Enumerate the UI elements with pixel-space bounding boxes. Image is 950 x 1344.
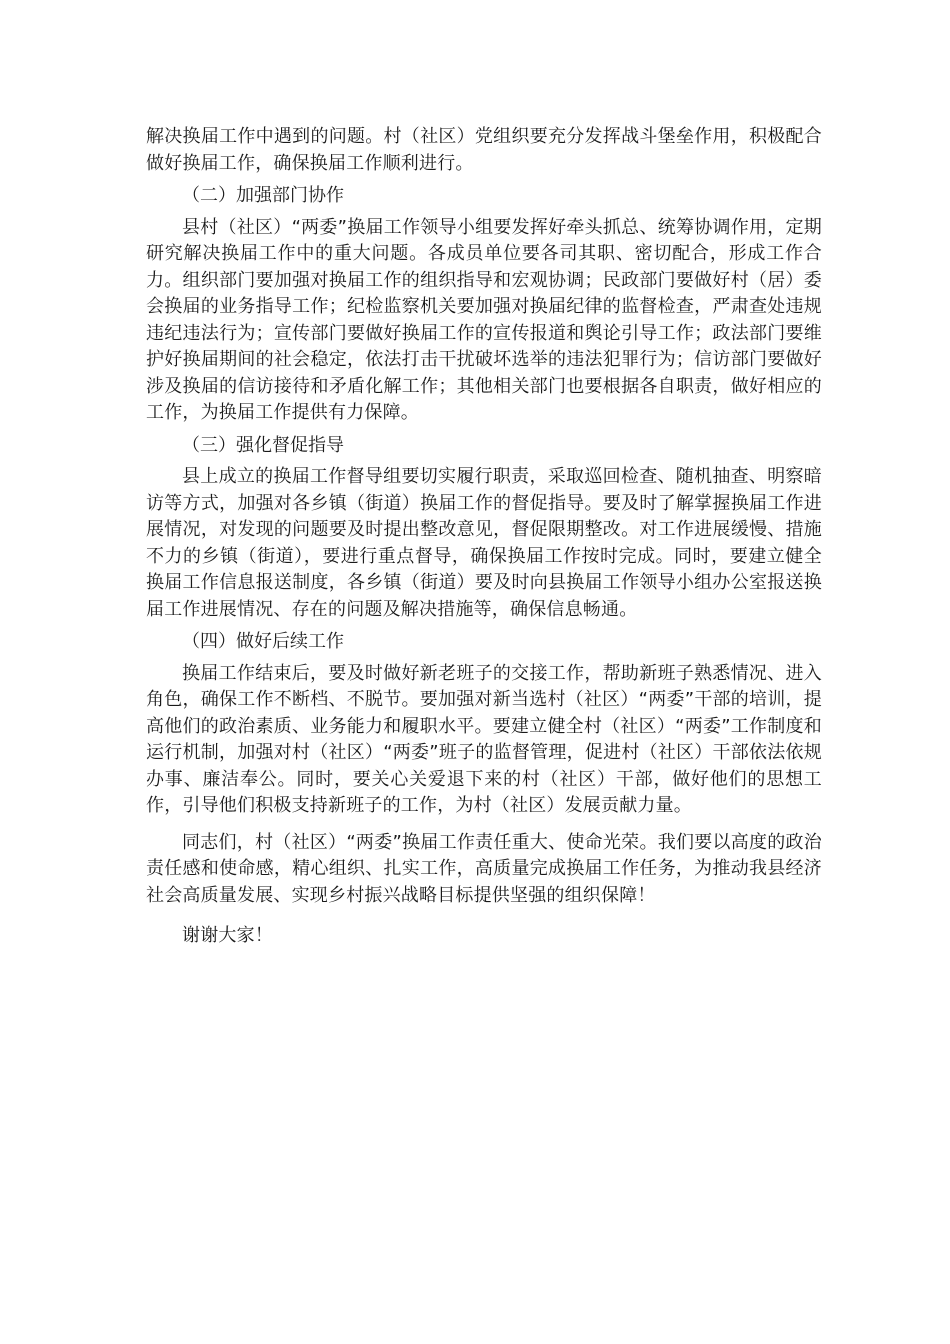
paragraph-thanks: 谢谢大家！ (182, 925, 273, 946)
paragraph-department-coordination: 县村（社区）“两委”换届工作领导小组要发挥好牵头抓总、统筹协调作用，定期研究解决换届工作中的重大问题。各成员单位要各司其职、密切配合，形成工作合力。组织部门要加强对换届工作的组织指导和宏观协调；民政部门要做好村（居）委会换届的业务指导工作；纪检监察机关要加强对换届纪律的监督检查，严肃查处违规违纪违法行为；宣传部门要做好换届工作的宣传报道和舆论引导工作；政法部门要维护好换届期间的社会稳定，依法打击干扰破坏选举的违法犯罪行为；信访部门要做好涉及换届的信访接待和矛盾化解工作；其他相关部门也要根据各自职责，做好相应的工作，为换届工作提供有力保障。 (146, 216, 822, 423)
paragraph-follow-up: 换届工作结束后，要及时做好新老班子的交接工作，帮助新班子熟悉情况、进入角色，确保工作不断档、不脱节。要加强对新当选村（社区）“两委”干部的培训，提高他们的政治素质、业务能力和履职水平。要建立健全村（社区）“两委”工作制度和运行机制，加强对村（社区）“两委”班子的监督管理，促进村（社区）干部依法依规办事、廉洁奉公。同时，要关心关爱退下来的村（社区）干部，做好他们的思想工作，引导他们积极支持新班子的工作，为村（社区）发展贡献力量。 (146, 662, 822, 816)
section-heading-3: （三）强化督促指导 (182, 434, 344, 456)
paragraph-closing: 同志们，村（社区）“两委”换届工作责任重大、使命光荣。我们要以高度的政治责任感和使命感，精心组织、扎实工作，高质量完成换届工作任务，为推动我县经济社会高质量发展、实现乡村振兴战略目标提供坚强的组织保障！ (146, 831, 822, 906)
paragraph-continuation: 解决换届工作中遇到的问题。村（社区）党组织要充分发挥战斗堡垒作用，积极配合做好换届工作，确保换届工作顺利进行。 (146, 126, 822, 174)
document-page (146, 124, 822, 950)
paragraph-supervision: 县上成立的换届工作督导组要切实履行职责，采取巡回检查、随机抽查、明察暗访等方式，加强对各乡镇（街道）换届工作的督促指导。要及时了解掌握换届工作进展情况，对发现的问题要及时提出整改意见，督促限期整改。对工作进展缓慢、措施不力的乡镇（街道），要进行重点督导，确保换届工作按时完成。同时，要建立健全换届工作信息报送制度，各乡镇（街道）要及时向县换届工作领导小组办公室报送换届工作进展情况、存在的问题及解决措施等，确保信息畅通。 (146, 466, 822, 620)
section-heading-4: （四）做好后续工作 (182, 631, 344, 652)
section-heading-2: （二）加强部门协作 (182, 185, 344, 206)
